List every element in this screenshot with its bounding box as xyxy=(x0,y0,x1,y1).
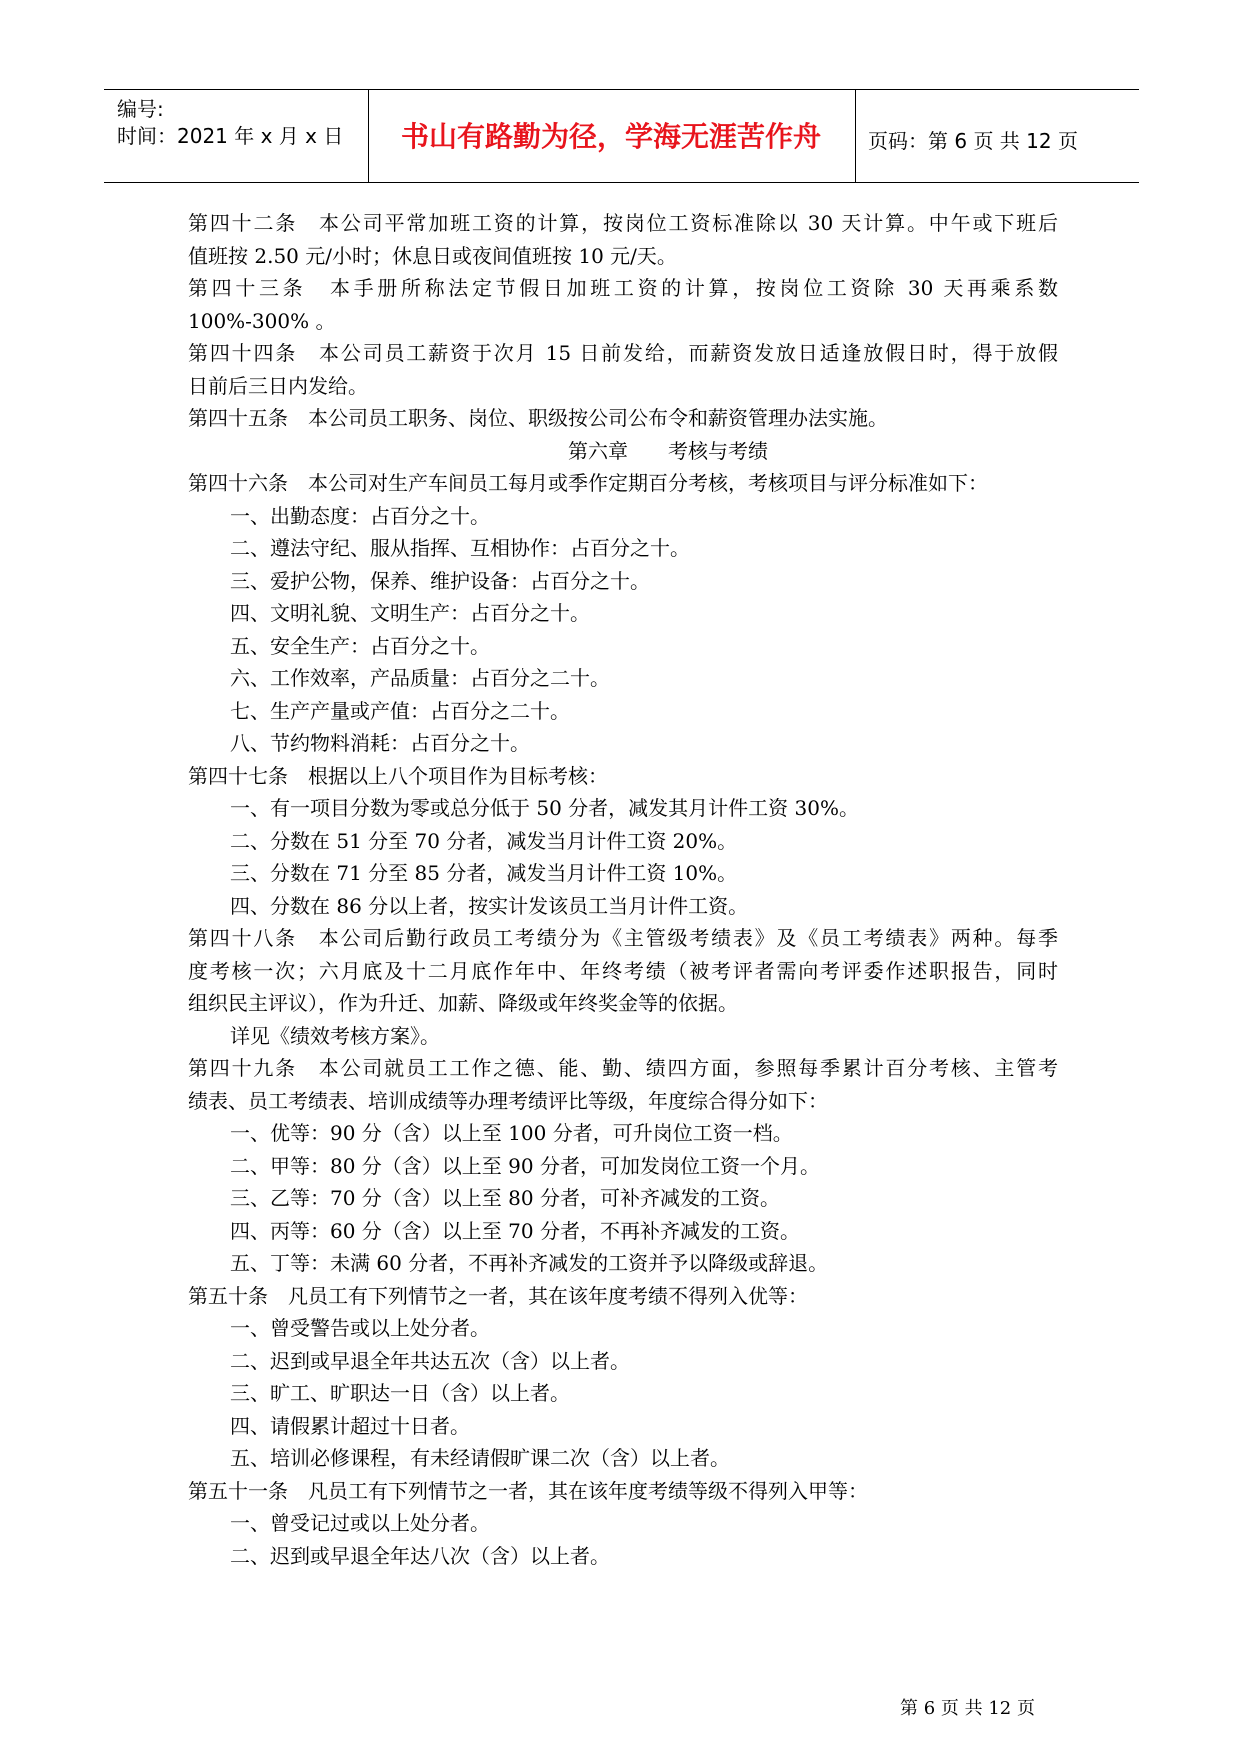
document-body xyxy=(188,207,1058,1572)
header-divider-right xyxy=(855,89,856,183)
list-item: 一、曾受记过或以上处分者。 xyxy=(230,1511,490,1535)
body-line: 组织民主评议），作为升迁、加薪、降级或年终奖金等的依据。 xyxy=(188,991,738,1015)
body-line: 详见《绩效考核方案》。 xyxy=(230,1023,440,1048)
header-bottom-rule xyxy=(104,182,1139,183)
page-footer: 第 6 页 共 12 页 xyxy=(900,1698,1035,1719)
list-item: 七、生产产量或产值：占百分之二十。 xyxy=(230,698,570,723)
chapter-heading: 第六章 考核与考绩 xyxy=(568,438,768,463)
body-line: 第四十二条 本公司平常加班工资的计算，按岗位工资标准除以 30 天计算。中午或下班后 xyxy=(188,211,1058,235)
body-line: 100%-300% 。 xyxy=(188,308,336,333)
body-line: 值班按 2.50 元/小时；休息日或夜间值班按 10 元/天。 xyxy=(188,243,677,268)
document-number-label: 编号: xyxy=(117,97,164,121)
list-item: 三、旷工、旷职达一日（含）以上者。 xyxy=(230,1381,570,1405)
list-item: 二、甲等：80 分（含）以上至 90 分者，可加发岗位工资一个月。 xyxy=(230,1153,820,1178)
list-item: 四、文明礼貌、文明生产：占百分之十。 xyxy=(230,601,590,625)
body-line: 第五十一条 凡员工有下列情节之一者，其在该年度考绩等级不得列入甲等： xyxy=(188,1478,868,1503)
list-item: 四、请假累计超过十日者。 xyxy=(230,1413,470,1438)
body-line: 第四十三条 本手册所称法定节假日加班工资的计算，按岗位工资除 30 天再乘系数 xyxy=(188,276,1058,300)
list-item: 二、迟到或早退全年达八次（含）以上者。 xyxy=(230,1543,610,1568)
body-line: 第四十八条 本公司后勤行政员工考绩分为《主管级考绩表》及《员工考绩表》两种。每季 xyxy=(188,926,1058,950)
document-time-label: 时间：2021 年 x 月 x 日 xyxy=(117,124,344,148)
list-item: 一、出勤态度：占百分之十。 xyxy=(230,503,490,528)
list-item: 二、迟到或早退全年共达五次（含）以上者。 xyxy=(230,1348,630,1373)
body-line: 第四十七条 根据以上八个项目作为目标考核： xyxy=(188,763,608,788)
body-line: 第四十五条 本公司员工职务、岗位、职级按公司公布令和薪资管理办法实施。 xyxy=(188,406,888,430)
body-line: 绩表、员工考绩表、培训成绩等办理考绩评比等级，年度综合得分如下： xyxy=(188,1088,828,1113)
list-item: 四、丙等：60 分（含）以上至 70 分者，不再补齐减发的工资。 xyxy=(230,1218,800,1243)
body-line: 第四十六条 本公司对生产车间员工每月或季作定期百分考核，考核项目与评分标准如下： xyxy=(188,471,988,495)
list-item: 一、优等：90 分（含）以上至 100 分者，可升岗位工资一档。 xyxy=(230,1121,793,1145)
list-item: 五、培训必修课程，有未经请假旷课二次（含）以上者。 xyxy=(230,1446,730,1470)
body-line: 第五十条 凡员工有下列情节之一者，其在该年度考绩不得列入优等： xyxy=(188,1283,808,1308)
list-item: 一、曾受警告或以上处分者。 xyxy=(230,1316,490,1340)
body-line: 度考核一次；六月底及十二月底作年中、年终考绩（被考评者需向考评委作述职报告，同时 xyxy=(188,958,1058,983)
list-item: 八、节约物料消耗：占百分之十。 xyxy=(230,731,530,755)
header-divider-left xyxy=(368,89,369,183)
header-motto: 书山有路勤为径，学海无涯苦作舟 xyxy=(400,120,821,153)
list-item: 六、工作效率，产品质量：占百分之二十。 xyxy=(230,666,610,690)
list-item: 五、安全生产：占百分之十。 xyxy=(230,633,490,658)
list-item: 三、爱护公物，保养、维护设备：占百分之十。 xyxy=(230,568,650,593)
header-top-rule xyxy=(104,89,1139,90)
list-item: 三、乙等：70 分（含）以上至 80 分者，可补齐减发的工资。 xyxy=(230,1186,780,1210)
body-line: 日前后三日内发给。 xyxy=(188,373,368,398)
list-item: 二、分数在 51 分至 70 分者，减发当月计件工资 20%。 xyxy=(230,828,738,853)
list-item: 一、有一项目分数为零或总分低于 50 分者，减发其月计件工资 30%。 xyxy=(230,796,859,820)
body-line: 第四十四条 本公司员工薪资于次月 15 日前发给，而薪资发放日适逢放假日时，得于放假 xyxy=(188,341,1058,365)
page-number-label: 页码：第 6 页 共 12 页 xyxy=(868,129,1078,153)
list-item: 五、丁等：未满 60 分者，不再补齐减发的工资并予以降级或辞退。 xyxy=(230,1251,829,1275)
list-item: 二、遵法守纪、服从指挥、互相协作：占百分之十。 xyxy=(230,536,690,560)
body-line: 第四十九条 本公司就员工工作之德、能、勤、绩四方面，参照每季累计百分考核、主管考 xyxy=(188,1056,1058,1080)
list-item: 四、分数在 86 分以上者，按实计发该员工当月计件工资。 xyxy=(230,893,749,918)
list-item: 三、分数在 71 分至 85 分者，减发当月计件工资 10%。 xyxy=(230,861,738,885)
